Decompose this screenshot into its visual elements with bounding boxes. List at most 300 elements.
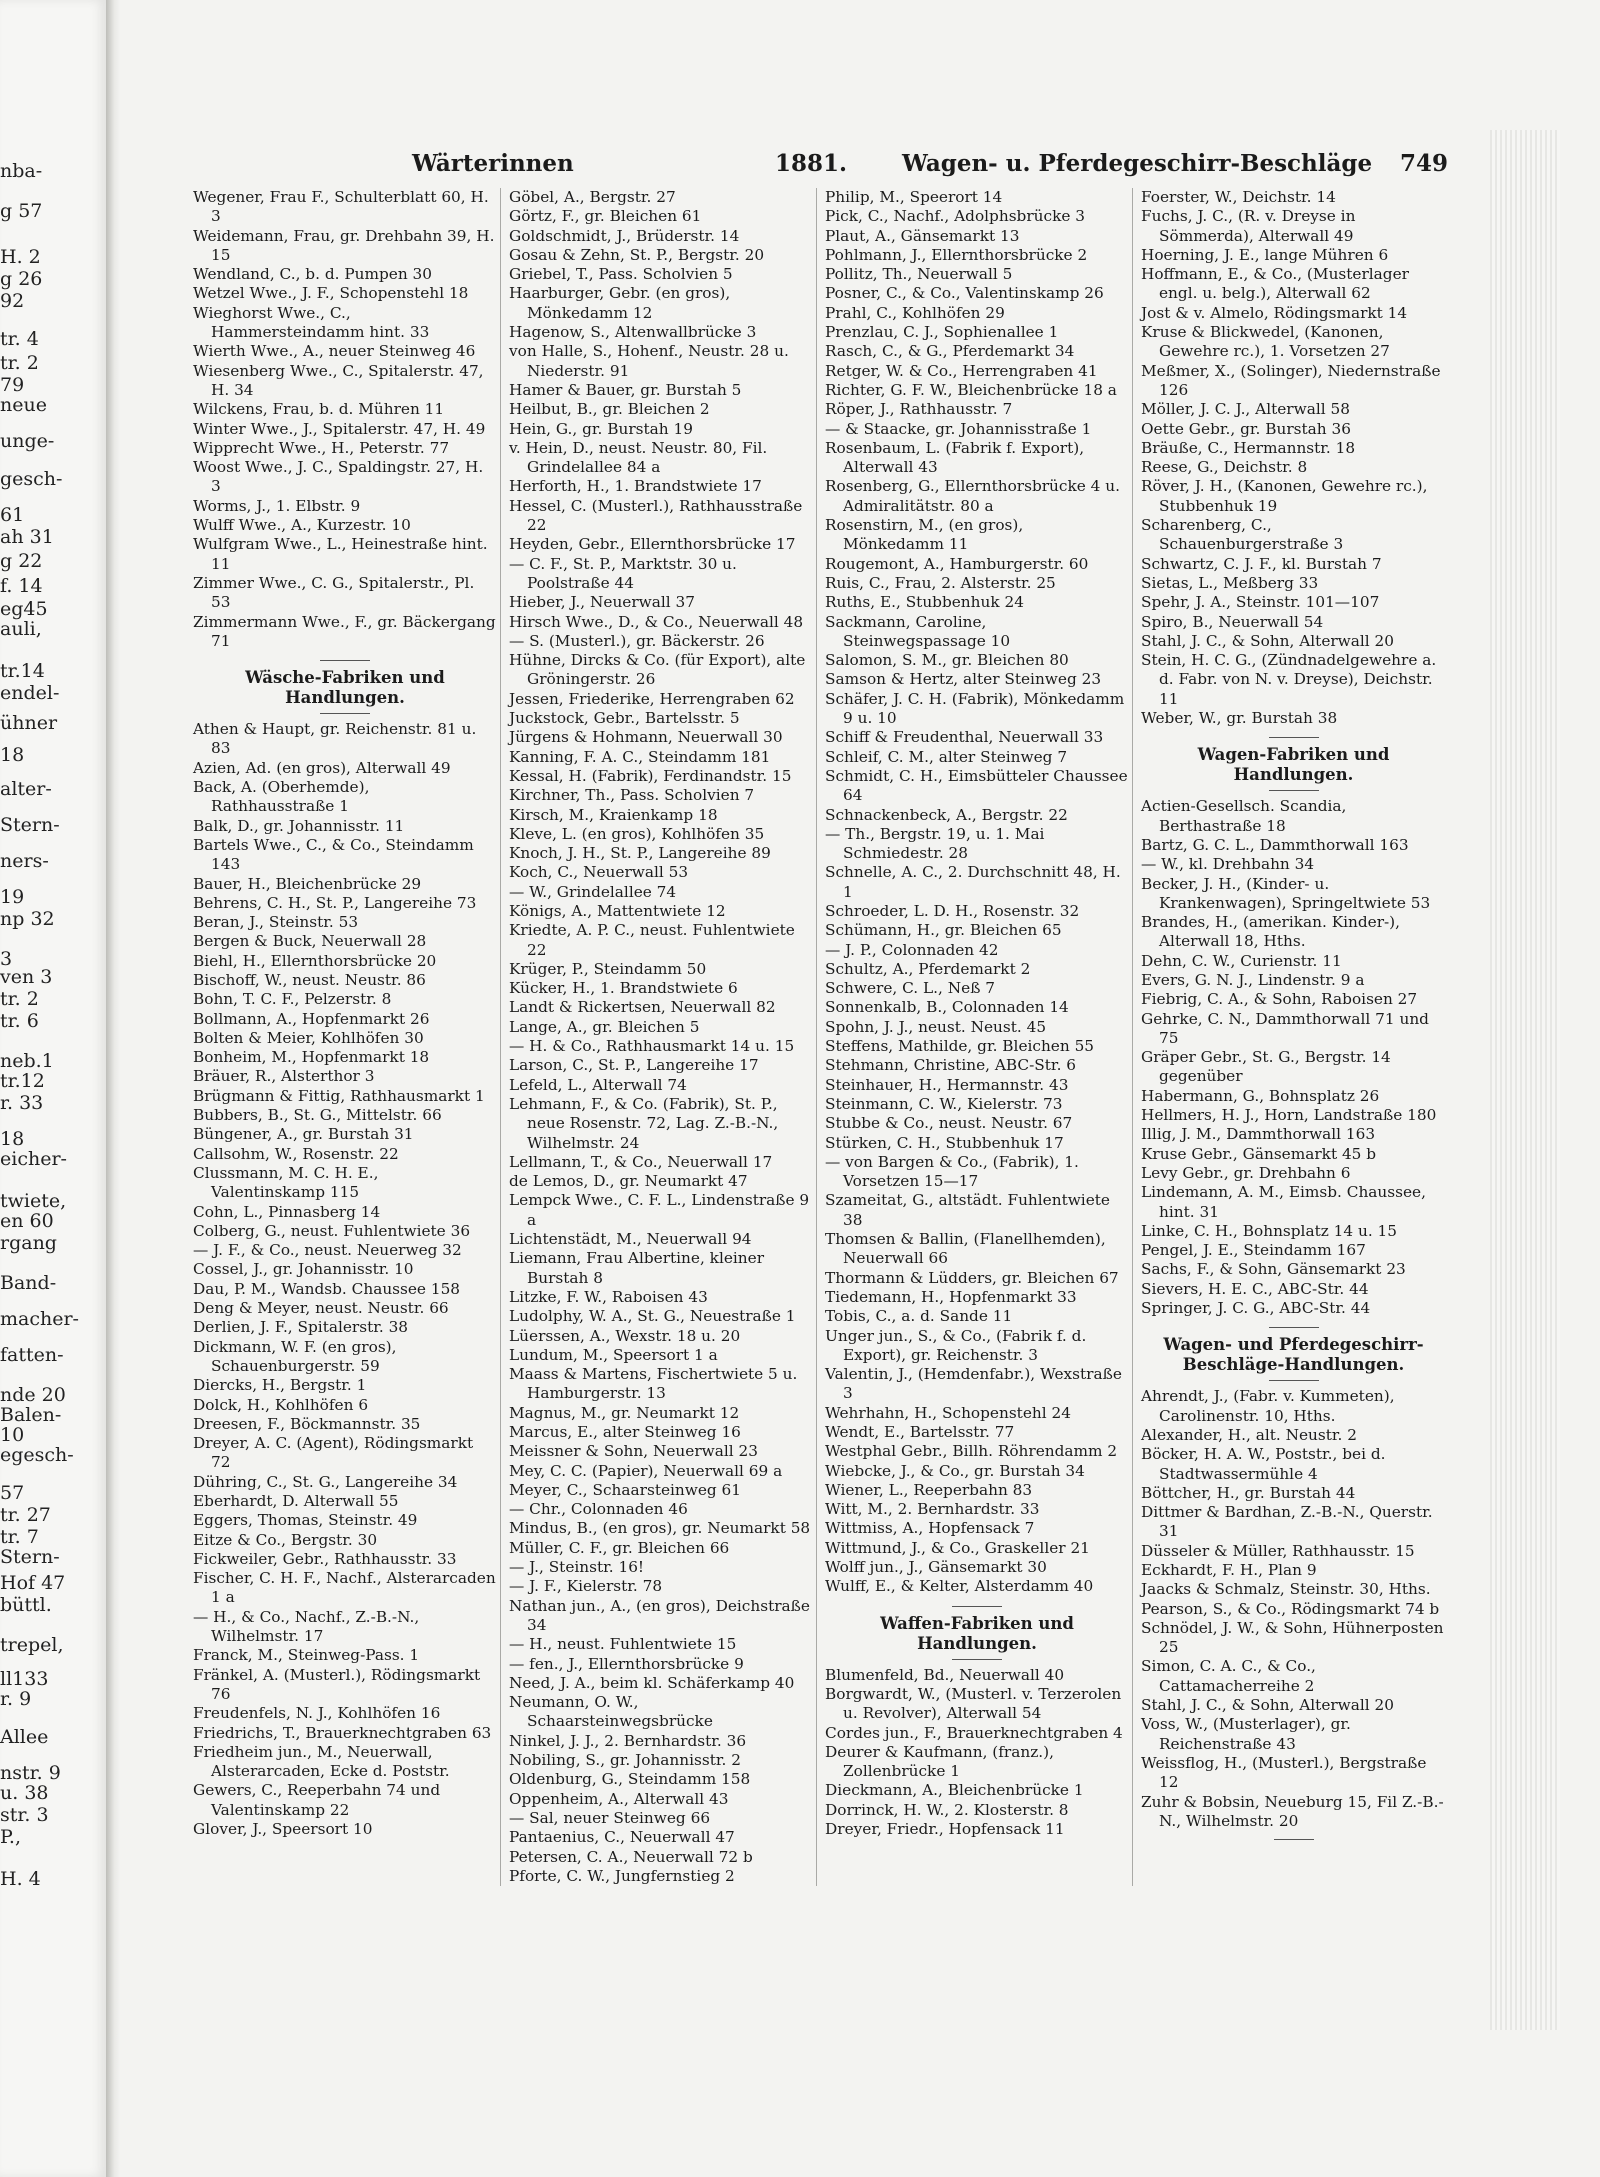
directory-entry: Bräuer, R., Alsterthor 3 [193, 1067, 375, 1086]
directory-entry: Wittmund, J., & Co., Graskeller 21 [825, 1538, 1090, 1557]
directory-entry: Tiedemann, H., Hopfenmarkt 33 [825, 1287, 1077, 1306]
directory-entry: Nathan jun., A., (en gros), Deichstraße 34 [509, 1596, 810, 1634]
directory-entry: Wiener, L., Reeperbahn 83 [825, 1480, 1033, 1499]
left-page-text-fragment: 3 [0, 948, 13, 970]
directory-entry: Alexander, H., alt. Neustr. 2 [1141, 1425, 1357, 1444]
left-page-text-fragment: trepel, [0, 1634, 64, 1656]
directory-entry: Magnus, M., gr. Neumarkt 12 [509, 1403, 740, 1422]
directory-entry: Reese, G., Deichstr. 8 [1141, 458, 1308, 477]
left-page-fragment [0, 0, 108, 2177]
left-page-text-fragment: neue [0, 394, 47, 416]
directory-entry: Brandes, H., (amerikan. Kinder-), Alterwall 18, Hths. [1141, 913, 1401, 951]
left-page-text-fragment: eicher- [0, 1148, 67, 1170]
section-heading: Wagen-Fabriken und Handlungen. [1141, 737, 1446, 791]
directory-entry: Hamer & Bauer, gr. Burstah 5 [509, 380, 742, 399]
directory-entry: — W., Grindelallee 74 [509, 882, 677, 901]
directory-entry: Schultz, A., Pferdemarkt 2 [825, 959, 1031, 978]
left-page-text-fragment: tr. 2 [0, 988, 39, 1010]
directory-entry: Westphal Gebr., Billh. Röhrendamm 2 [825, 1442, 1118, 1461]
directory-entry: Bischoff, W., neust. Neustr. 86 [193, 970, 426, 989]
left-page-text-fragment: unge- [0, 430, 55, 452]
directory-entry: Bartz, G. C. L., Dammthorwall 163 [1141, 835, 1409, 854]
directory-entry: Weber, W., gr. Burstah 38 [1141, 709, 1338, 728]
directory-entry: Hessel, C. (Musterl.), Rathhausstraße 22 [509, 496, 803, 535]
end-rule [1274, 1839, 1314, 1840]
directory-entry: Hoerning, J. E., lange Mühren 6 [1141, 245, 1389, 264]
running-header [150, 150, 1490, 184]
directory-entry: Krüger, P., Steindamm 50 [509, 959, 707, 978]
directory-entry: Hieber, J., Neuerwall 37 [509, 593, 695, 612]
directory-entry: Worms, J., 1. Elbstr. 9 [193, 496, 361, 515]
directory-entry: — S. (Musterl.), gr. Bäckerstr. 26 [509, 631, 765, 650]
left-page-text-fragment: ven 3 [0, 966, 53, 988]
directory-entry: Pohlmann, J., Ellernthorsbrücke 2 [825, 245, 1088, 264]
directory-entry: Schnödel, J. W., & Sohn, Hühnerposten 25 [1141, 1618, 1444, 1657]
left-page-text-fragment: np 32 [0, 908, 55, 930]
directory-entry: Hühne, Dircks & Co. (für Export), alte Gröningerstr. 26 [509, 651, 806, 689]
directory-entry: Königs, A., Mattentwiete 12 [509, 901, 726, 920]
directory-entry: Bartels Wwe., C., & Co., Steindamm 143 [193, 835, 474, 874]
directory-entry: Oldenburg, G., Steindamm 158 [509, 1770, 751, 1789]
directory-entry: Rougemont, A., Hamburgerstr. 60 [825, 554, 1089, 573]
directory-entry: Meßmer, X., (Solinger), Niedernstraße 126 [1141, 361, 1441, 399]
directory-entry: Friedheim jun., M., Neuerwall, Alsterarcaden, Ecke d. Poststr. [193, 1742, 450, 1781]
directory-entry: Schmidt, C. H., Eimsbütteler Chaussee 64 [825, 766, 1128, 805]
left-page-text-fragment: 19 [0, 886, 25, 908]
directory-entry: Göbel, A., Bergstr. 27 [509, 188, 676, 206]
directory-entry: Linke, C. H., Bohnsplatz 14 u. 15 [1141, 1221, 1398, 1240]
directory-entry: Hoffmann, E., & Co., (Musterlager engl. u. belg.), Alterwall 62 [1141, 265, 1409, 303]
columns [190, 188, 1450, 1886]
directory-entry: Dau, P. M., Wandsb. Chaussee 158 [193, 1279, 461, 1298]
header-year: 1881. [775, 150, 848, 177]
directory-entry: — von Bargen & Co., (Fabrik), 1. Vorsetzen 15—17 [825, 1152, 1079, 1191]
directory-entry: Schleif, C. M., alter Steinweg 7 [825, 747, 1068, 766]
directory-entry: Stahl, J. C., & Sohn, Alterwall 20 [1141, 631, 1395, 650]
directory-entry: Haarburger, Gebr. (en gros), Mönkedamm 12 [509, 284, 731, 322]
directory-entry: Prahl, C., Kohlhöfen 29 [825, 303, 1005, 322]
directory-entry: Mindus, B., (en gros), gr. Neumarkt 58 [509, 1519, 811, 1538]
directory-entry: Stahl, J. C., & Sohn, Alterwall 20 [1141, 1696, 1395, 1715]
directory-entry: von Halle, S., Hohenf., Neustr. 28 u. Niederstr. 91 [509, 342, 789, 380]
directory-entry: Dieckmann, A., Bleichenbrücke 1 [825, 1781, 1084, 1800]
directory-entry: Need, J. A., beim kl. Schäferkamp 40 [509, 1673, 795, 1692]
directory-entry: Stürken, C. H., Stubbenhuk 17 [825, 1133, 1064, 1152]
directory-entry: Bohn, T. C. F., Pelzerstr. 8 [193, 990, 392, 1009]
directory-entry: Schnelle, A. C., 2. Durchschnitt 48, H. 1 [825, 863, 1121, 901]
directory-entry: Philip, M., Speerort 14 [825, 188, 1003, 206]
directory-entry: Hirsch Wwe., D., & Co., Neuerwall 48 [509, 612, 804, 631]
directory-entry: Habermann, G., Bohnsplatz 26 [1141, 1086, 1380, 1105]
directory-entry: Litzke, F. W., Raboisen 43 [509, 1287, 708, 1306]
left-page-text-fragment: r. 33 [0, 1092, 44, 1114]
directory-entry: Thormann & Lüdders, gr. Bleichen 67 [825, 1268, 1119, 1287]
directory-entry: Behrens, C. H., St. P., Langereihe 73 [193, 893, 477, 912]
directory-entry: Mey, C. C. (Papier), Neuerwall 69 a [509, 1461, 783, 1480]
directory-entry: Callsohm, W., Rosenstr. 22 [193, 1144, 399, 1163]
directory-entry: Dehn, C. W., Curienstr. 11 [1141, 951, 1342, 970]
directory-entry: Woost Wwe., J. C., Spaldingstr. 27, H. 3 [193, 458, 484, 496]
directory-entry: Schümann, H., gr. Bleichen 65 [825, 921, 1062, 940]
directory-entry: Zimmer Wwe., C. G., Spitalerstr., Pl. 53 [193, 573, 475, 612]
directory-entry: Glover, J., Speersort 10 [193, 1820, 373, 1839]
directory-entry: Jessen, Friederike, Herrengraben 62 [509, 689, 795, 708]
directory-entry: Meissner & Sohn, Neuerwall 23 [509, 1442, 758, 1461]
left-page-text-fragment: 57 [0, 1482, 25, 1504]
directory-entry: Sietas, L., Meßberg 33 [1141, 573, 1319, 592]
directory-entry: Schwere, C. L., Neß 7 [825, 979, 996, 998]
left-page-text-fragment: eg45 [0, 598, 48, 620]
directory-entry: Fränkel, A. (Musterl.), Rödingsmarkt 76 [193, 1665, 481, 1703]
directory-entry: Wolff jun., J., Gänsemarkt 30 [825, 1558, 1047, 1577]
directory-entry: Zuhr & Bobsin, Neueburg 15, Fil Z.-B.-N., Wilhelmstr. 20 [1141, 1792, 1444, 1830]
directory-entry: Kriedte, A. P. C., neust. Fuhlentwiete 22 [509, 921, 795, 959]
directory-entry: Cossel, J., gr. Johannisstr. 10 [193, 1260, 414, 1279]
directory-entry: Oette Gebr., gr. Burstah 36 [1141, 419, 1351, 438]
directory-entry: Friedrichs, T., Brauerknechtgraben 63 [193, 1723, 492, 1742]
directory-entry: Rosenbaum, L. (Fabrik f. Export), Alterwall 43 [825, 438, 1085, 477]
directory-entry: Cohn, L., Pinnasberg 14 [193, 1202, 381, 1221]
directory-entry: Lehmann, F., & Co. (Fabrik), St. P., neue Rosenstr. 72, Lag. Z.-B.-N., Wilhelmstr. 24 [509, 1094, 779, 1152]
directory-entry: Bolten & Meier, Kohlhöfen 30 [193, 1028, 424, 1047]
left-page-text-fragment: g 57 [0, 200, 43, 222]
directory-entry: Wetzel Wwe., J. F., Schopenstehl 18 [193, 284, 469, 303]
directory-entry: Back, A. (Oberhemde), Rathhausstraße 1 [193, 778, 370, 816]
left-page-text-fragment: gesch- [0, 468, 63, 490]
directory-entry: Kirchner, Th., Pass. Scholvien 7 [509, 786, 755, 805]
directory-entry: Plaut, A., Gänsemarkt 13 [825, 226, 1020, 245]
column-4 [1138, 188, 1449, 1886]
directory-entry: Rosenberg, G., Ellernthorsbrücke 4 u. Admiralitätstr. 80 a [825, 477, 1120, 515]
directory-entry: — J. F., Kielerstr. 78 [509, 1577, 663, 1596]
left-page-text-fragment: nde 20 [0, 1384, 66, 1406]
directory-entry: Schwartz, C. J. F., kl. Burstah 7 [1141, 554, 1382, 573]
directory-entry: Pantaenius, C., Neuerwall 47 [509, 1828, 735, 1847]
left-page-text-fragment: ll133 [0, 1668, 49, 1690]
directory-entry: Gewers, C., Reeperbahn 74 und Valentinskamp 22 [193, 1781, 441, 1819]
directory-entry: Eggers, Thomas, Steinstr. 49 [193, 1511, 418, 1530]
left-page-text-fragment: 18 [0, 1128, 25, 1150]
left-page-text-fragment: 79 [0, 374, 25, 396]
header-left-title: Wärterinnen [412, 150, 574, 177]
directory-entry: Müller, C. F., gr. Bleichen 66 [509, 1538, 730, 1557]
directory-entry: Landt & Rickertsen, Neuerwall 82 [509, 998, 776, 1017]
left-page-text-fragment: tr. 27 [0, 1504, 51, 1526]
left-page-text-fragment: endel- [0, 682, 60, 704]
directory-entry: Blumenfeld, Bd., Neuerwall 40 [825, 1665, 1065, 1684]
column-2 [506, 188, 817, 1886]
directory-entry: Lundum, M., Speersort 1 a [509, 1345, 718, 1364]
left-page-text-fragment: twiete, [0, 1190, 67, 1212]
directory-entry: Ludolphy, W. A., St. G., Neuestraße 1 [509, 1307, 796, 1326]
left-page-text-fragment: g 22 [0, 550, 43, 572]
directory-entry: Richter, G. F. W., Bleichenbrücke 18 a [825, 380, 1117, 399]
directory-entry: Bauer, H., Bleichenbrücke 29 [193, 874, 422, 893]
page-number: 749 [1400, 150, 1449, 177]
left-page-text-fragment: ah 31 [0, 526, 54, 548]
directory-entry: Salomon, S. M., gr. Bleichen 80 [825, 651, 1069, 670]
directory-page [150, 150, 1490, 2050]
directory-entry: Steinhauer, H., Hermannstr. 43 [825, 1075, 1069, 1094]
directory-entry: Valentin, J., (Hemdenfabr.), Wexstraße 3 [825, 1365, 1122, 1403]
directory-entry: Gosau & Zehn, St. P., Bergstr. 20 [509, 245, 765, 264]
directory-entry: Wiebcke, J., & Co., gr. Burstah 34 [825, 1461, 1085, 1480]
directory-entry: Borgwardt, W., (Musterl. v. Terzerolen u. Revolver), Alterwall 54 [825, 1684, 1122, 1723]
directory-entry: Biehl, H., Ellernthorsbrücke 20 [193, 951, 437, 970]
directory-entry: Heyden, Gebr., Ellernthorsbrücke 17 [509, 535, 796, 554]
directory-entry: Eckhardt, F. H., Plan 9 [1141, 1561, 1317, 1579]
directory-entry: Wendt, E., Bartelsstr. 77 [825, 1423, 1015, 1441]
directory-entry: Juckstock, Gebr., Bartelsstr. 5 [509, 709, 740, 728]
directory-entry: Wierth Wwe., A., neuer Steinweg 46 [193, 342, 476, 361]
directory-entry: Evers, G. N. J., Lindenstr. 9 a [1141, 970, 1365, 989]
directory-entry: Wulff, E., & Kelter, Alsterdamm 40 [825, 1577, 1094, 1596]
directory-entry: Hein, G., gr. Burstah 19 [509, 419, 693, 438]
directory-entry: Simon, C. A. C., & Co., Cattamacherreihe 2 [1141, 1657, 1316, 1695]
left-page-text-fragment: ners- [0, 850, 49, 872]
directory-entry: — J. F., & Co., neust. Neuerweg 32 [193, 1241, 462, 1260]
directory-entry: Winter Wwe., J., Spitalerstr. 47, H. 49 [193, 419, 486, 438]
directory-entry: — C. F., St. P., Marktstr. 30 u. Poolstraße 44 [509, 554, 737, 592]
directory-entry: Wipprecht Wwe., H., Peterstr. 77 [193, 438, 450, 457]
directory-entry: Deng & Meyer, neust. Neustr. 66 [193, 1299, 449, 1318]
directory-entry: Koch, C., Neuerwall 53 [509, 863, 689, 882]
directory-entry: Retger, W. & Co., Herrengraben 41 [825, 361, 1098, 380]
left-page-text-fragment: f. 14 [0, 575, 43, 597]
directory-entry: Griebel, T., Pass. Scholvien 5 [509, 265, 733, 284]
directory-entry: Fiebrig, C. A., & Sohn, Raboisen 27 [1141, 990, 1418, 1009]
directory-entry: Eberhardt, D. Alterwall 55 [193, 1492, 399, 1510]
directory-entry: Voss, W., (Musterlager), gr. Reichenstraße 43 [1141, 1715, 1351, 1753]
directory-entry: Szameitat, G., altstädt. Fuhlentwiete 38 [825, 1191, 1110, 1229]
directory-entry: Lüerssen, A., Wexstr. 18 u. 20 [509, 1326, 741, 1345]
directory-entry: Schäfer, J. C. H. (Fabrik), Mönkedamm 9 u. 10 [825, 689, 1125, 728]
section-heading: Wäsche-Fabriken und Handlungen. [193, 660, 497, 714]
directory-entry: Larson, C., St. P., Langereihe 17 [509, 1056, 759, 1075]
directory-entry: Wendland, C., b. d. Pumpen 30 [193, 265, 433, 284]
directory-entry: — J. P., Colonnaden 42 [825, 940, 999, 959]
directory-entry: Wittmiss, A., Hopfensack 7 [825, 1519, 1035, 1538]
left-page-text-fragment: Stern- [0, 1546, 60, 1568]
left-page-text-fragment: auli, [0, 618, 42, 640]
left-page-text-fragment: H. 2 [0, 246, 41, 268]
directory-entry: Posner, C., & Co., Valentinskamp 26 [825, 284, 1104, 303]
directory-entry: Wieghorst Wwe., C., Hammersteindamm hint. 33 [193, 303, 430, 342]
left-page-text-fragment: nba- [0, 160, 43, 182]
left-page-text-fragment: 10 [0, 1424, 25, 1446]
directory-entry: Nobiling, S., gr. Johannisstr. 2 [509, 1751, 741, 1770]
directory-entry: Petersen, C. A., Neuerwall 72 b [509, 1847, 753, 1866]
directory-entry: Balk, D., gr. Johannisstr. 11 [193, 816, 405, 835]
directory-entry: Herforth, H., 1. Brandstwiete 17 [509, 477, 762, 496]
directory-entry: Bollmann, A., Hopfenmarkt 26 [193, 1009, 430, 1028]
directory-entry: Springer, J. C. G., ABC-Str. 44 [1141, 1299, 1371, 1318]
directory-entry: Deurer & Kaufmann, (franz.), Zollenbrücke 1 [825, 1742, 1054, 1781]
directory-entry: Prenzlau, C. J., Sophienallee 1 [825, 323, 1059, 342]
directory-entry: Freudenfels, N. J., Kohlhöfen 16 [193, 1704, 441, 1723]
directory-entry: Samson & Hertz, alter Steinweg 23 [825, 670, 1102, 689]
directory-entry: Röver, J. H., (Kanonen, Gewehre rc.), Stubbenhuk 19 [1141, 477, 1428, 515]
left-page-text-fragment: fatten- [0, 1344, 64, 1366]
directory-entry: Spiro, B., Neuerwall 54 [1141, 612, 1324, 631]
directory-entry: Hagenow, S., Altenwallbrücke 3 [509, 323, 757, 342]
directory-entry: Düsseler & Müller, Rathhausstr. 15 [1141, 1541, 1415, 1560]
directory-entry: Rosenstirn, M., (en gros), Mönkedamm 11 [825, 516, 1024, 554]
directory-entry: Pearson, S., & Co., Rödingsmarkt 74 b [1141, 1599, 1440, 1618]
directory-entry: Dreyer, Friedr., Hopfensack 11 [825, 1820, 1065, 1839]
directory-entry: Eitze & Co., Bergstr. 30 [193, 1530, 378, 1549]
directory-entry: Sievers, H. E. C., ABC-Str. 44 [1141, 1279, 1369, 1298]
left-page-text-fragment: neb.1 [0, 1050, 54, 1072]
directory-entry: Pick, C., Nachf., Adolphsbrücke 3 [825, 207, 1085, 226]
directory-entry: — H. & Co., Rathhausmarkt 14 u. 15 [509, 1037, 795, 1056]
directory-entry: Bräuße, C., Hermannstr. 18 [1141, 438, 1356, 457]
directory-entry: Wegener, Frau F., Schulterblatt 60, H. 3 [193, 188, 489, 226]
header-right-title: Wagen- u. Pferdegeschirr-Beschläge [902, 150, 1373, 177]
left-page-text-fragment: tr. 4 [0, 328, 39, 350]
directory-entry: Steinmann, C. W., Kielerstr. 73 [825, 1094, 1063, 1113]
directory-entry: Lindemann, A. M., Eimsb. Chaussee, hint. 31 [1141, 1183, 1426, 1221]
directory-entry: — J., Steinstr. 16! [509, 1558, 645, 1577]
directory-entry: Görtz, F., gr. Bleichen 61 [509, 207, 702, 226]
directory-entry: Kessal, H. (Fabrik), Ferdinandstr. 15 [509, 766, 792, 785]
directory-entry: Sachs, F., & Sohn, Gänsemarkt 23 [1141, 1260, 1406, 1279]
directory-entry: Actien-Gesellsch. Scandia, Berthastraße 18 [1141, 797, 1347, 835]
left-page-text-fragment: 61 [0, 504, 25, 526]
directory-entry: Weissflog, H., (Musterl.), Bergstraße 12 [1141, 1753, 1427, 1792]
left-page-text-fragment: H. 4 [0, 1868, 41, 1890]
left-page-text-fragment: Stern- [0, 814, 60, 836]
directory-entry: Lefeld, L., Alterwall 74 [509, 1075, 687, 1094]
directory-entry: Goldschmidt, J., Brüderstr. 14 [509, 226, 740, 245]
left-page-text-fragment: g 26 [0, 268, 43, 290]
left-page-text-fragment: P., [0, 1826, 22, 1848]
directory-entry: Pollitz, Th., Neuerwall 5 [825, 265, 1013, 284]
directory-entry: — Sal, neuer Steinweg 66 [509, 1808, 711, 1827]
directory-entry: Kanning, F. A. C., Steindamm 181 [509, 747, 771, 766]
directory-entry: Dühring, C., St. G., Langereihe 34 [193, 1472, 458, 1491]
directory-entry: Wehrhahn, H., Schopenstehl 24 [825, 1403, 1071, 1422]
left-page-text-fragment: rgang [0, 1232, 57, 1254]
directory-entry: Liemann, Frau Albertine, kleiner Burstah 8 [509, 1249, 765, 1287]
directory-entry: — H., neust. Fuhlentwiete 15 [509, 1635, 737, 1654]
section-heading: Waffen-Fabriken und Handlungen. [825, 1606, 1129, 1660]
directory-entry: Gehrke, C. N., Dammthorwall 71 und 75 [1141, 1009, 1429, 1047]
directory-entry: Azien, Ad. (en gros), Alterwall 49 [193, 758, 451, 777]
directory-entry: Lellmann, T., & Co., Neuerwall 17 [509, 1152, 773, 1171]
left-page-text-fragment: 92 [0, 290, 25, 312]
left-page-text-fragment: Hof 47 [0, 1572, 66, 1594]
left-page-text-fragment: tr.14 [0, 660, 45, 682]
directory-entry: Unger jun., S., & Co., (Fabrik f. d. Export), gr. Reichenstr. 3 [825, 1326, 1087, 1364]
directory-entry: Stein, H. C. G., (Zündnadelgewehre a. d. Fabr. von N. v. Dreyse), Deichstr. 11 [1141, 651, 1437, 708]
directory-entry: Tobis, C., a. d. Sande 11 [825, 1307, 1013, 1326]
directory-entry: Witt, M., 2. Bernhardstr. 33 [825, 1500, 1040, 1519]
directory-entry: Spohn, J. J., neust. Neust. 45 [825, 1017, 1047, 1036]
directory-entry: Fischer, C. H. F., Nachf., Alsterarcaden 1 a [193, 1569, 496, 1607]
directory-entry: Jürgens & Hohmann, Neuerwall 30 [509, 728, 783, 747]
directory-entry: Brügmann & Fittig, Rathhausmarkt 1 [193, 1086, 485, 1105]
directory-entry: — W., kl. Drehbahn 34 [1141, 855, 1315, 874]
directory-entry: Dickmann, W. F. (en gros), Schauenburgerstr. 59 [193, 1337, 397, 1375]
left-page-text-fragment: 18 [0, 744, 25, 766]
directory-entry: Becker, J. H., (Kinder- u. Krankenwagen), Springeltwiete 53 [1141, 874, 1431, 912]
directory-entry: Gräper Gebr., St. G., Bergstr. 14 gegenüber [1141, 1048, 1391, 1086]
directory-entry: Illig, J. M., Dammthorwall 163 [1141, 1125, 1376, 1144]
directory-entry: Steffens, Mathilde, gr. Bleichen 55 [825, 1037, 1095, 1056]
directory-entry: Oppenheim, A., Alterwall 43 [509, 1789, 729, 1808]
directory-entry: Cordes jun., F., Brauerknechtgraben 4 [825, 1723, 1123, 1742]
directory-entry: Kruse & Blickwedel, (Kanonen, Gewehre rc.), 1. Vorsetzen 27 [1141, 323, 1390, 361]
directory-entry: Stubbe & Co., neust. Neustr. 67 [825, 1114, 1073, 1133]
directory-entry: — fen., J., Ellernthorsbrücke 9 [509, 1654, 744, 1673]
directory-entry: Fickweiler, Gebr., Rathhausstr. 33 [193, 1549, 457, 1568]
directory-entry: Franck, M., Steinweg-Pass. 1 [193, 1646, 420, 1665]
left-page-text-fragment: tr. 6 [0, 1010, 39, 1032]
directory-entry: Sonnenkalb, B., Colonnaden 14 [825, 998, 1069, 1017]
left-page-text-fragment: tr. 2 [0, 352, 39, 374]
left-page-text-fragment: str. 3 [0, 1804, 49, 1826]
directory-entry: Fuchs, J. C., (R. v. Dreyse in Sömmerda), Alterwall 49 [1141, 207, 1356, 245]
directory-entry: Ruis, C., Frau, 2. Alsterstr. 25 [825, 573, 1056, 592]
left-page-text-fragment: Band- [0, 1272, 57, 1294]
directory-entry: Weidemann, Frau, gr. Drehbahn 39, H. 15 [193, 226, 495, 264]
directory-entry: Bergen & Buck, Neuerwall 28 [193, 932, 427, 951]
directory-entry: Wulfgram Wwe., L., Heinestraße hint. 11 [193, 535, 488, 573]
directory-entry: Foerster, W., Deichstr. 14 [1141, 188, 1336, 206]
left-page-text-fragment: en 60 [0, 1210, 54, 1232]
column-3 [822, 188, 1133, 1886]
directory-entry: — Th., Bergstr. 19, u. 1. Mai Schmiedestr. 28 [825, 824, 1045, 863]
directory-entry: Dittmer & Bardhan, Z.-B.-N., Querstr. 31 [1141, 1503, 1433, 1541]
directory-entry: Röper, J., Rathhausstr. 7 [825, 400, 1013, 419]
directory-entry: Sackmann, Caroline, Steinwegspassage 10 [825, 612, 1011, 650]
directory-entry: Wulff Wwe., A., Kurzestr. 10 [193, 516, 411, 535]
left-page-text-fragment: nstr. 9 [0, 1762, 61, 1784]
directory-entry: Jost & v. Almelo, Rödingsmarkt 14 [1141, 303, 1408, 322]
directory-entry: Kirsch, M., Kraienkamp 18 [509, 805, 718, 824]
directory-entry: Dolck, H., Kohlhöfen 6 [193, 1395, 369, 1414]
directory-entry: Rasch, C., & G., Pferdemarkt 34 [825, 342, 1075, 361]
directory-entry: Wiesenberg Wwe., C., Spitalerstr. 47, H. 34 [193, 361, 484, 399]
column-1 [190, 188, 501, 1886]
section-heading: Wagen- und Pferdegeschirr-Beschläge-Handlungen. [1141, 1327, 1446, 1381]
directory-entry: Schroeder, L. D. H., Rosenstr. 32 [825, 901, 1080, 920]
directory-entry: Stehmann, Christine, ABC-Str. 6 [825, 1056, 1077, 1075]
left-page-text-fragment: tr. 7 [0, 1526, 39, 1548]
directory-entry: v. Hein, D., neust. Neustr. 80, Fil. Grindelallee 84 a [509, 438, 768, 477]
directory-entry: Kücker, H., 1. Brandstwiete 6 [509, 979, 738, 998]
directory-entry: Pforte, C. W., Jungfernstieg 2 [509, 1866, 735, 1885]
directory-entry: Ninkel, J. J., 2. Bernhardstr. 36 [509, 1731, 747, 1750]
directory-entry: Maass & Martens, Fischertwiete 5 u. Hamburgerstr. 13 [509, 1365, 798, 1403]
left-page-text-fragment: Balen- [0, 1404, 62, 1426]
left-page-text-fragment: tr.12 [0, 1070, 45, 1092]
directory-entry: Meyer, C., Schaarsteinweg 61 [509, 1480, 742, 1499]
directory-entry: Lichtenstädt, M., Neuerwall 94 [509, 1230, 752, 1249]
directory-entry: Ahrendt, J., (Fabr. v. Kummeten), Carolinenstr. 10, Hths. [1141, 1387, 1395, 1425]
directory-entry: Athen & Haupt, gr. Reichenstr. 81 u. 83 [193, 720, 477, 758]
directory-entry: Beran, J., Steinstr. 53 [193, 913, 359, 932]
directory-entry: Zimmermann Wwe., F., gr. Bäckergang 71 [193, 612, 496, 650]
directory-entry: Knoch, J. H., St. P., Langereihe 89 [509, 844, 771, 863]
page-edges [1490, 130, 1560, 2030]
directory-entry: de Lemos, D., gr. Neumarkt 47 [509, 1172, 748, 1191]
directory-entry: Heilbut, B., gr. Bleichen 2 [509, 400, 710, 419]
directory-entry: Hellmers, H. J., Horn, Landstraße 180 [1141, 1106, 1437, 1125]
directory-entry: Kruse Gebr., Gänsemarkt 45 b [1141, 1144, 1377, 1163]
directory-entry: Pengel, J. E., Steindamm 167 [1141, 1241, 1366, 1260]
